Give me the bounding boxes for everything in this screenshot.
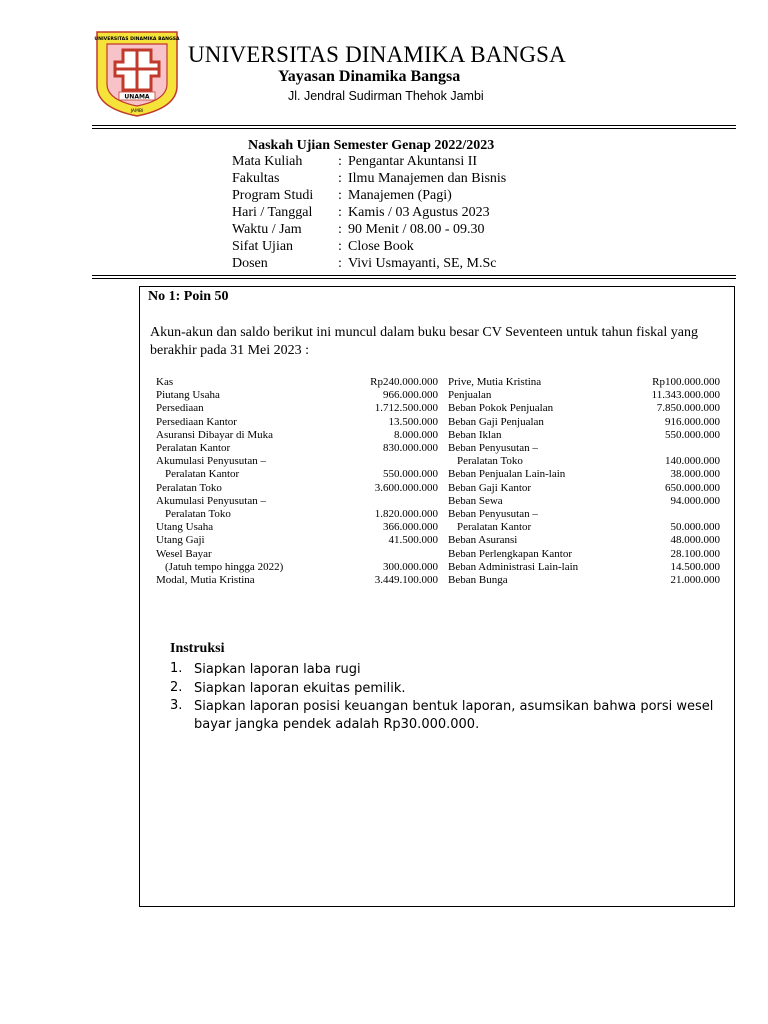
account-name: Piutang Usaha bbox=[156, 389, 220, 402]
instruction-text: Siapkan laporan ekuitas pemilik. bbox=[194, 681, 406, 696]
exam-info-colon: : bbox=[338, 222, 342, 237]
instruction-number: 1. bbox=[170, 661, 183, 676]
account-value: 7.850.000.000 bbox=[656, 402, 720, 415]
header-divider bbox=[92, 125, 736, 129]
exam-info-colon: : bbox=[338, 239, 342, 254]
account-value: 1.820.000.000 bbox=[374, 508, 438, 520]
question-intro bbox=[150, 324, 735, 360]
account-name: Wesel Bayar bbox=[156, 547, 212, 560]
account-name: Beban Gaji Penjualan bbox=[448, 415, 544, 428]
account-name: Beban Gaji Kantor bbox=[448, 481, 532, 494]
question-intro-text: Akun-akun dan saldo berikut ini muncul dalam buku besar CV Seventeen untuk tahun fiskal yang berakhir pada 31 Mei 2023 : bbox=[150, 325, 698, 358]
account-name: Peralatan Kantor bbox=[457, 521, 532, 534]
account-value: 1.712.500.000 bbox=[374, 402, 438, 415]
account-name: Beban Pokok Penjualan bbox=[448, 402, 554, 415]
account-value: 41.500.000 bbox=[388, 534, 438, 547]
account-value: 650.000.000 bbox=[665, 481, 720, 494]
account-name: (Jatuh tempo hingga 2022) bbox=[165, 560, 284, 573]
instruction-number: 2. bbox=[170, 680, 183, 695]
account-name: Beban Asuransi bbox=[448, 534, 518, 547]
account-value: 14.500.000 bbox=[670, 560, 720, 573]
exam-info-value: Ilmu Manajemen dan Bisnis bbox=[348, 171, 507, 186]
exam-info-label: Sifat Ujian bbox=[232, 239, 294, 254]
exam-title: Naskah Ujian Semester Genap 2022/2023 bbox=[248, 138, 495, 153]
account-name: Beban Iklan bbox=[448, 428, 502, 441]
university-name: UNIVERSITAS DINAMIKA BANGSA bbox=[188, 42, 566, 67]
account-name: Peralatan Toko bbox=[457, 455, 523, 468]
exam-info-value: Manajemen (Pagi) bbox=[348, 188, 452, 203]
question-title: No 1: Poin 50 bbox=[148, 289, 229, 304]
account-name: Prive, Mutia Kristina bbox=[448, 376, 542, 388]
account-name: Akumulasi Penyusutan – bbox=[156, 494, 266, 507]
exam-info-label: Waktu / Jam bbox=[232, 222, 302, 237]
account-value: 11.343.000.000 bbox=[651, 389, 720, 402]
account-name: Persediaan bbox=[156, 402, 204, 415]
exam-info-colon: : bbox=[338, 256, 342, 271]
logo-ring-text: UNIVERSITAS DINAMIKA BANGSA bbox=[94, 37, 180, 42]
account-value: 94.000.000 bbox=[670, 494, 720, 507]
account-name: Peralatan Kantor bbox=[165, 468, 240, 481]
exam-info-label: Mata Kuliah bbox=[232, 154, 303, 169]
instruction-text: Siapkan laporan posisi keuangan bentuk laporan, asumsikan bahwa porsi wesel bayar jangka pendek adalah Rp30.000.000. bbox=[194, 699, 714, 732]
exam-info-colon: : bbox=[338, 205, 342, 220]
account-value: 38.000.000 bbox=[670, 468, 720, 481]
instruction-number: 3. bbox=[170, 698, 183, 713]
exam-info-colon: : bbox=[338, 188, 342, 203]
account-value: 550.000.000 bbox=[383, 468, 438, 481]
exam-info-colon: : bbox=[338, 171, 342, 186]
account-value: 300.000.000 bbox=[383, 560, 438, 573]
account-value: 830.000.000 bbox=[383, 442, 438, 454]
account-value: 13.500.000 bbox=[388, 415, 438, 428]
account-value: 28.100.000 bbox=[670, 547, 720, 560]
account-name: Beban Bunga bbox=[448, 574, 508, 586]
account-value: 21.000.000 bbox=[670, 574, 720, 586]
info-divider bbox=[92, 275, 736, 279]
instructions-title: Instruksi bbox=[170, 641, 225, 656]
account-name: Peralatan Toko bbox=[165, 508, 231, 520]
account-value: Rp100.000.000 bbox=[652, 376, 720, 388]
exam-info-value: Vivi Usmayanti, SE, M.Sc bbox=[348, 256, 497, 271]
account-name: Peralatan Toko bbox=[156, 481, 222, 494]
account-name: Asuransi Dibayar di Muka bbox=[156, 428, 274, 441]
account-value: 3.449.100.000 bbox=[374, 574, 438, 586]
account-value: 366.000.000 bbox=[383, 521, 438, 534]
account-value: Rp240.000.000 bbox=[370, 376, 438, 388]
account-name: Beban Administrasi Lain-lain bbox=[448, 560, 579, 573]
account-value: 48.000.000 bbox=[670, 534, 720, 547]
logo-banner-text: UNAMA bbox=[124, 93, 150, 101]
exam-info-label: Fakultas bbox=[232, 171, 280, 186]
account-name: Modal, Mutia Kristina bbox=[156, 574, 255, 586]
exam-info-label: Dosen bbox=[232, 256, 268, 271]
exam-info-label: Hari / Tanggal bbox=[232, 205, 313, 220]
account-value: 50.000.000 bbox=[670, 521, 720, 534]
exam-info-value: Close Book bbox=[348, 239, 414, 254]
account-name: Beban Perlengkapan Kantor bbox=[448, 547, 573, 560]
account-name: Akumulasi Penyusutan – bbox=[156, 455, 266, 468]
account-value: 3.600.000.000 bbox=[374, 481, 438, 494]
exam-info-value: Kamis / 03 Agustus 2023 bbox=[348, 205, 490, 220]
account-name: Utang Usaha bbox=[156, 521, 214, 534]
logo-city-text: JAMBI bbox=[130, 109, 144, 114]
exam-info-label: Program Studi bbox=[232, 188, 314, 203]
account-name: Persediaan Kantor bbox=[156, 415, 237, 428]
exam-info-value: Pengantar Akuntansi II bbox=[348, 154, 478, 169]
account-name: Beban Penyusutan – bbox=[448, 442, 538, 454]
account-name: Beban Penjualan Lain-lain bbox=[448, 468, 566, 481]
account-name: Kas bbox=[156, 376, 174, 388]
account-name: Penjualan bbox=[448, 389, 492, 402]
account-value: 140.000.000 bbox=[665, 455, 720, 468]
university-logo bbox=[93, 28, 181, 118]
account-name: Peralatan Kantor bbox=[156, 442, 231, 454]
exam-info-value: 90 Menit / 08.00 - 09.30 bbox=[348, 222, 485, 237]
university-address: Jl. Jendral Sudirman Thehok Jambi bbox=[288, 89, 484, 103]
account-value: 916.000.000 bbox=[665, 415, 720, 428]
account-value: 550.000.000 bbox=[665, 428, 720, 441]
account-value: 966.000.000 bbox=[383, 389, 438, 402]
account-name: Beban Sewa bbox=[448, 494, 503, 507]
account-name: Beban Penyusutan – bbox=[448, 508, 538, 520]
foundation-name: Yayasan Dinamika Bangsa bbox=[278, 68, 461, 85]
account-value: 8.000.000 bbox=[394, 428, 438, 441]
instruction-text: Siapkan laporan laba rugi bbox=[194, 662, 361, 677]
account-name: Utang Gaji bbox=[156, 534, 205, 547]
exam-info-colon: : bbox=[338, 154, 342, 169]
